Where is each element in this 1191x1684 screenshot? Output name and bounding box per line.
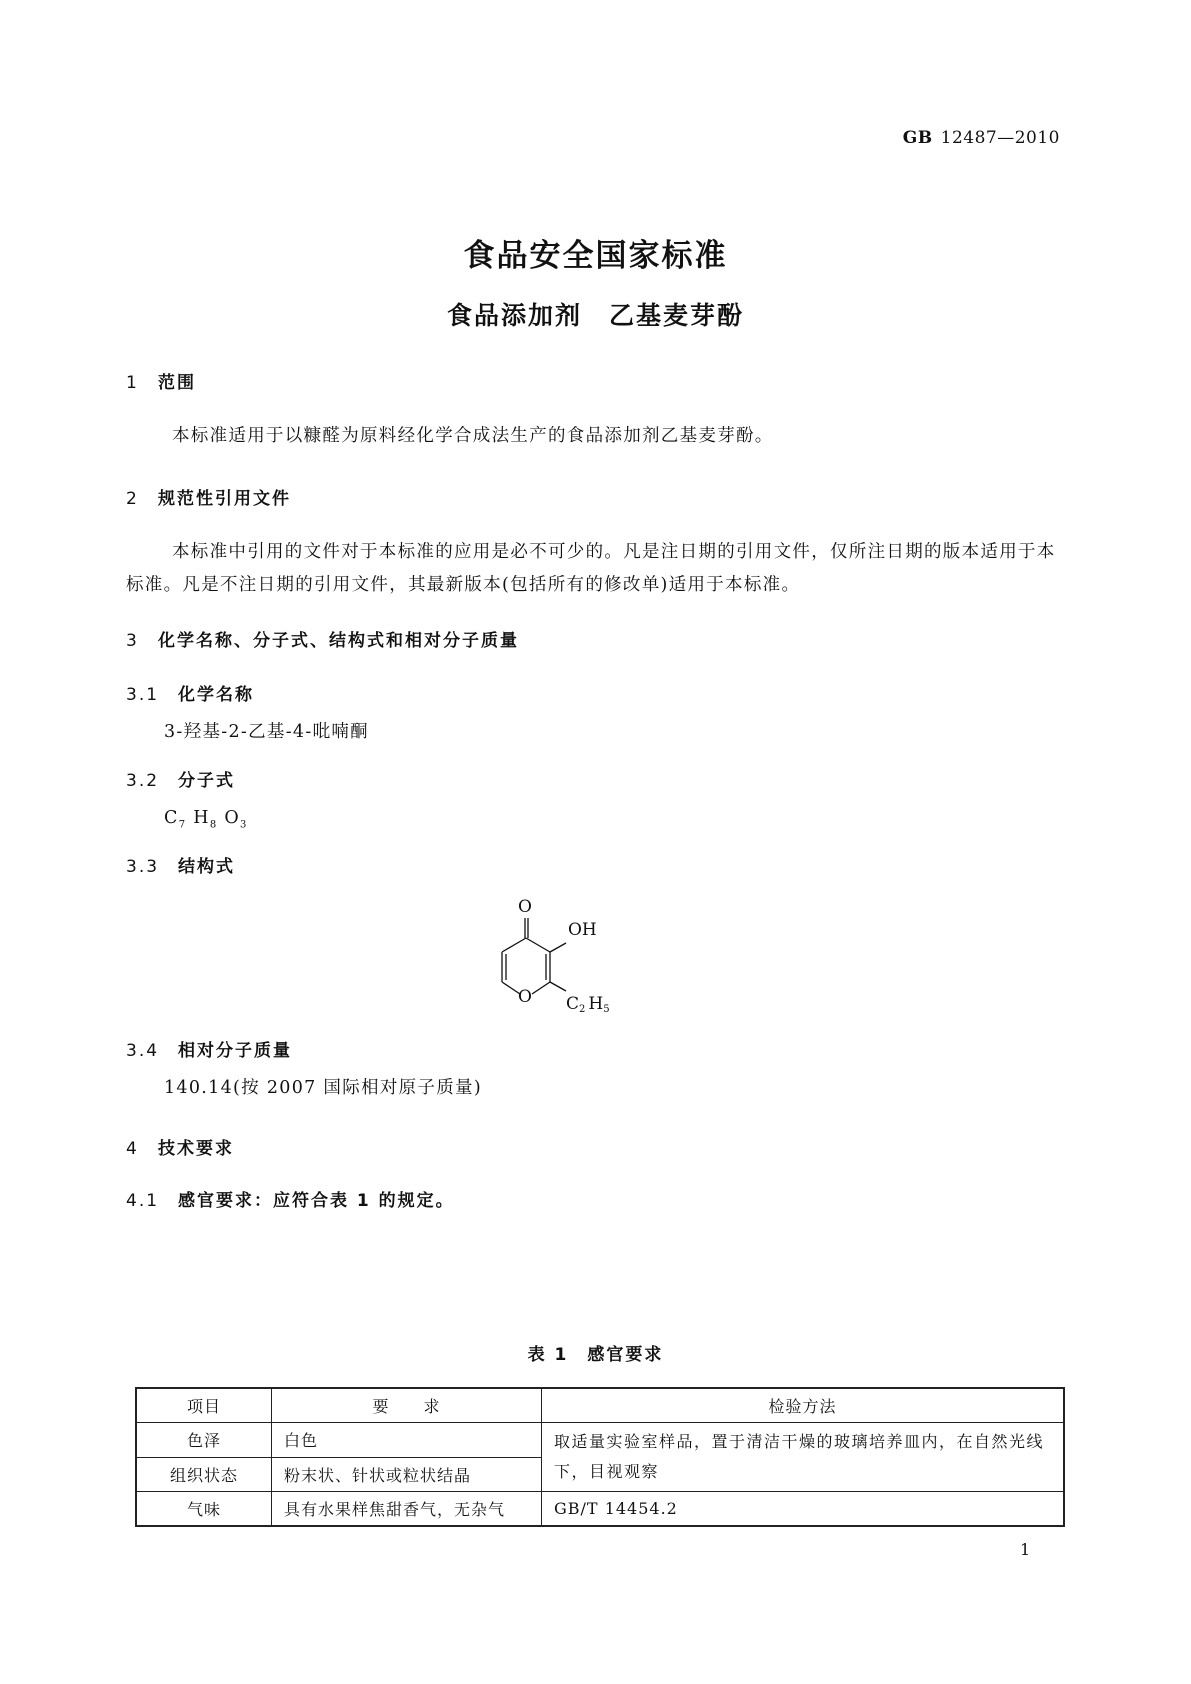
column-header: 项目 — [136, 1388, 272, 1423]
section-number: 4.1 — [126, 1191, 160, 1211]
section-title: 分子式 — [178, 771, 235, 791]
section-4-heading — [126, 1134, 234, 1159]
sensory-requirements-table — [135, 1387, 1065, 1527]
section-number: 3.4 — [126, 1041, 160, 1061]
section-1-text: 本标准适用于以糠醛为原料经化学合成法生产的食品添加剂乙基麦芽酚。 — [172, 426, 774, 446]
hydroxyl-label: OH — [568, 920, 597, 940]
column-header: 检验方法 — [542, 1388, 1065, 1423]
carbonyl-oxygen: O — [518, 897, 532, 917]
standard-number — [0, 128, 1060, 148]
ethyl-label: C2 H5 — [566, 994, 610, 1015]
section-title: 相对分子质量 — [178, 1041, 292, 1061]
table-row — [136, 1423, 1064, 1458]
table-cell-item: 气味 — [136, 1492, 272, 1527]
page-number: 1 — [1020, 1540, 1031, 1559]
section-4-1-heading — [126, 1186, 455, 1211]
document-subtitle: 食品添加剂 乙基麦芽酚 — [446, 301, 744, 330]
section-3-2-heading — [126, 766, 235, 791]
table-cell-item: 组织状态 — [136, 1457, 272, 1492]
section-title: 结构式 — [178, 857, 235, 877]
chemical-name: 3-羟基-2-乙基-4-吡喃酮 — [164, 722, 369, 742]
section-3-3-heading — [126, 852, 235, 877]
table-cell-method: 取适量实验室样品，置于清洁干燥的玻璃培养皿内，在自然光线下，目视观察 — [542, 1423, 1065, 1492]
section-title: 感官要求：应符合表 1 的规定。 — [178, 1191, 455, 1211]
table-header-row — [136, 1388, 1064, 1423]
section-number: 3.1 — [126, 685, 160, 705]
section-title: 范围 — [158, 373, 196, 393]
document-title: 食品安全国家标准 — [463, 238, 728, 274]
table-row — [136, 1492, 1064, 1527]
table-cell-item: 色泽 — [136, 1423, 272, 1458]
standard-prefix: GB — [902, 128, 933, 148]
section-1-heading — [126, 368, 196, 393]
section-3-1-heading — [126, 680, 254, 705]
section-number: 4 — [126, 1139, 139, 1159]
structural-formula — [480, 890, 650, 1025]
section-number: 2 — [126, 489, 139, 509]
section-number: 3 — [126, 631, 139, 651]
section-title: 化学名称 — [178, 685, 254, 705]
section-2-text: 本标准中引用的文件对于本标准的应用是必不可少的。凡是注日期的引用文件，仅所注日期的版本适用于本标准。凡是不注日期的引用文件，其最新版本(包括所有的修改单)适用于本标准。 — [126, 542, 1056, 595]
table-cell-requirement: 粉末状、针状或粒状结晶 — [272, 1457, 542, 1492]
section-number: 1 — [126, 373, 139, 393]
column-header: 要 求 — [272, 1388, 542, 1423]
molecular-formula: $C_7$ $H_8$ $O_3$ — [164, 808, 248, 831]
section-3-4-heading — [126, 1036, 292, 1061]
table-cell-requirement: 白色 — [272, 1423, 542, 1458]
section-title: 技术要求 — [158, 1139, 234, 1159]
table-cell-method: GB/T 14454.2 — [542, 1492, 1065, 1527]
ring-oxygen: O — [518, 987, 532, 1007]
section-number: 3.3 — [126, 857, 160, 877]
molecular-mass: 140.14(按 2007 国际相对原子质量) — [164, 1078, 482, 1098]
table-cell-requirement: 具有水果样焦甜香气，无杂气 — [272, 1492, 542, 1527]
section-2-heading — [126, 484, 291, 509]
table-caption: 表 1 感官要求 — [527, 1345, 664, 1365]
section-number: 3.2 — [126, 771, 160, 791]
section-title: 化学名称、分子式、结构式和相对分子质量 — [158, 631, 519, 651]
section-title: 规范性引用文件 — [158, 489, 291, 509]
standard-code: 12487—2010 — [940, 128, 1060, 148]
section-3-heading — [126, 626, 519, 651]
